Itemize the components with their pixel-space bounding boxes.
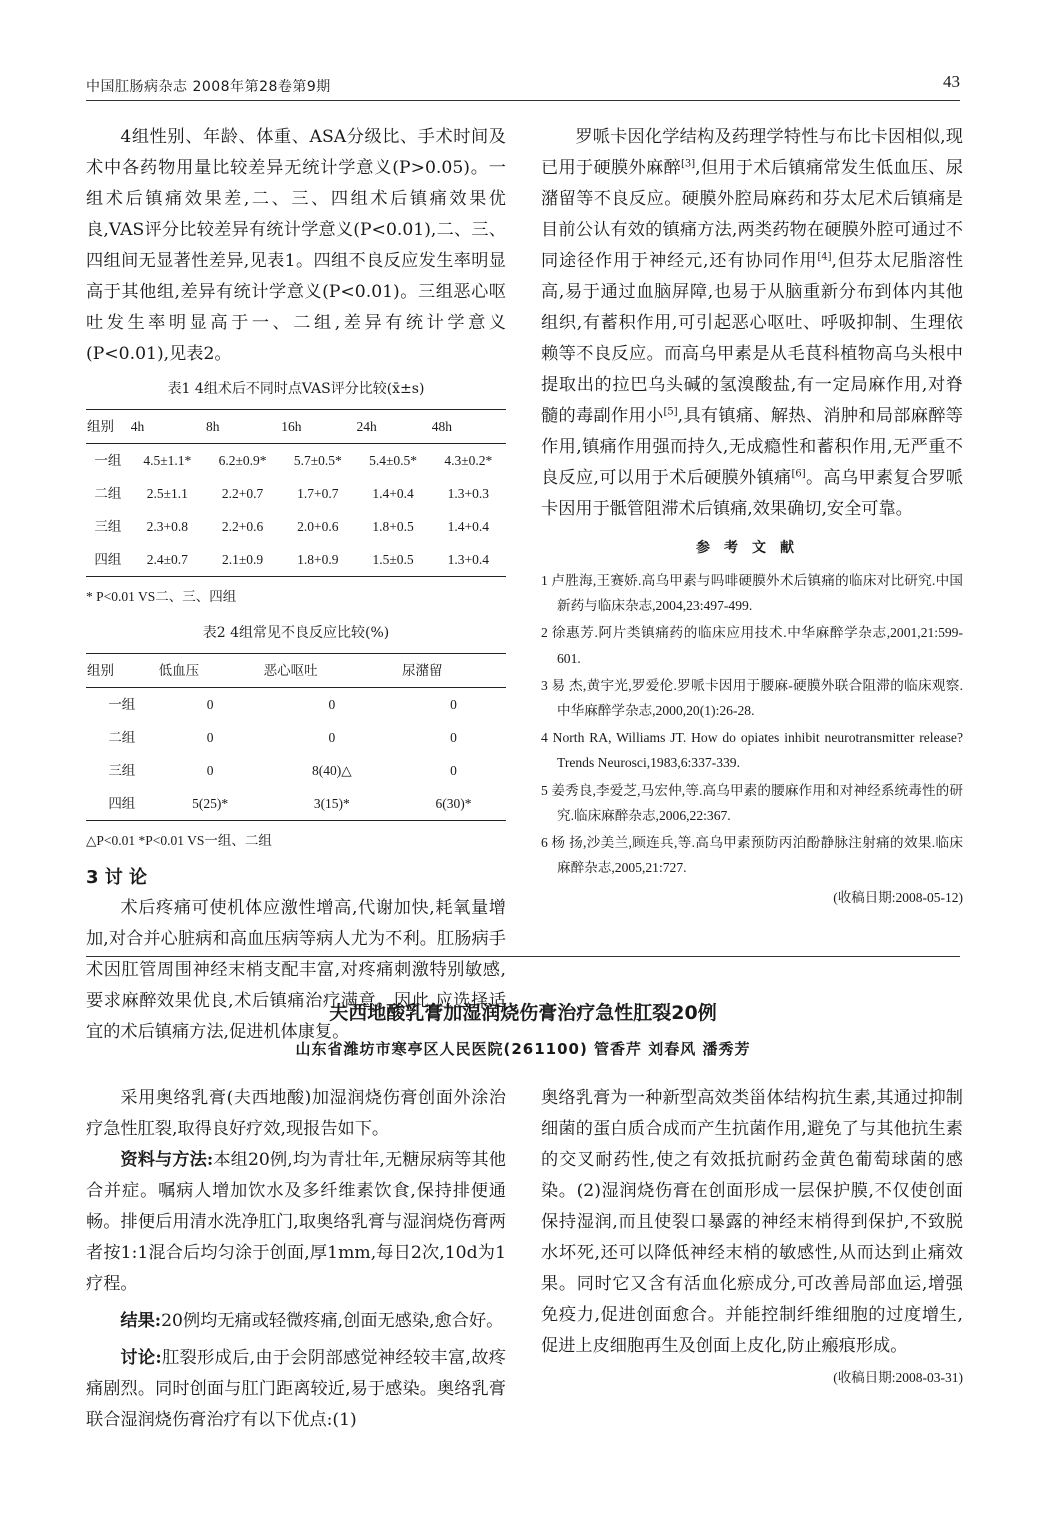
received-date: (收稿日期:2008-05-12) <box>833 890 963 906</box>
table-cell: 三组 <box>108 763 136 778</box>
table-cell: 1.4+0.4 <box>447 519 490 534</box>
table-cell: 5.7±0.5* <box>293 453 342 468</box>
table1-header-cell: 8h <box>205 410 280 444</box>
page-number: 43 <box>943 72 960 91</box>
reference-item: 2 徐惠芳.阿片类镇痛药的临床应用技术.中华麻醉学杂志,2001,21:599-601. <box>541 625 963 666</box>
table-cell: 0 <box>450 697 457 712</box>
table1-note: * P<0.01 VS二、三、四组 <box>86 589 237 604</box>
discussion-text: 罗哌卡因化学结构及药理学特性与布比卡因相似,现已用于硬膜外麻醉 <box>541 127 963 178</box>
table-cell: 二组 <box>94 486 122 501</box>
table-cell: 6(30)* <box>401 787 506 821</box>
discussion-label: 讨论: <box>120 1348 162 1368</box>
reference-item: 4 North RA, Williams JT. How do opiates inhibit neurotransmitter release? Trends Neurosci,1983,6:337-339. <box>541 730 963 771</box>
table-cell: 一组 <box>108 697 136 712</box>
table-cell: 1.4+0.4 <box>372 486 414 501</box>
table-cell: 1.5±0.5 <box>355 543 430 577</box>
article2-results <box>86 1306 506 1337</box>
discussion-text: ,但芬太尼脂溶性高,易于通过血脑屏障,也易于从脑重新分布到体内其他组织,有蓄积作用,可引起恶心呕吐、呼吸抑制、生理依赖等不良反应。而高乌甲素是从毛茛科植物高乌头根中提取出的拉巴乌头碱的氢溴酸盐,有一定局麻作用,对脊髓的毒副作用小 <box>541 251 964 426</box>
table1-header-cell: 组别 <box>86 410 130 444</box>
results-paragraph: 4组性别、年龄、体重、ASA分级比、手术时间及术中各药物用量比较差异无统计学意义(P>0.05)。一组术后镇痛效果差,二、三、四组术后镇痛效果优良,VAS评分比较差异有统计学意义(P<0.01),二、三、四组间无显著性差异,见表1。四组不良反应发生率明显高于其他组,差异有统计学意义(P<0.01)。三组恶心呕吐发生率明显高于一、二组,差异有统计学意义(P<0.01),见表2。 <box>86 127 506 364</box>
citation: [6] <box>791 468 806 480</box>
article2-discussion-cont: 奥络乳膏为一种新型高效类甾体结构抗生素,其通过抑制细菌的蛋白质合成而产生抗菌作用,避免了与其他抗生素的交叉耐药性,使之有效抵抗耐药金黄色葡萄球菌的感染。(2)湿润烧伤膏在创面形成一层保护膜,不仅使创面保持湿润,而且使裂口暴露的神经末梢得到保护,不致脱水坏死,还可以降低神经末梢的敏感性,从而达到止痛效果。同时它又含有活血化瘀成分,可改善局部血运,增强免疫力,促进创面愈合。并能控制纤维细胞的过度增生,促进上皮细胞再生及创面上皮化,防止瘢痕形成。 <box>541 1088 963 1356</box>
table-cell: 6.2±0.9* <box>218 453 267 468</box>
right-column <box>541 122 963 913</box>
discussion-text: 。高乌甲素复合罗哌卡因用于骶管阻滞术后镇痛,效果确切,安全可靠。 <box>541 468 963 519</box>
table2-header-cell: 低血压 <box>158 654 263 688</box>
table-row <box>86 510 506 543</box>
table2-note: △P<0.01 *P<0.01 VS一组、二组 <box>86 833 272 848</box>
table-cell: 0 <box>328 697 336 712</box>
table-cell: 2.3+0.8 <box>146 519 189 534</box>
table-row <box>86 721 506 754</box>
methods-text: 本组20例,均为青壮年,无糖尿病等其他合并症。嘱病人增加饮水及多纤维素饮食,保持排便通畅。排便后用清水洗净肛门,取奥络乳膏与湿润烧伤膏两者按1:1混合后均匀涂于创面,厚1mm,每日2次,10d为1疗程。 <box>86 1150 506 1294</box>
discussion-text: ,具有镇痛、解热、消肿和局部麻醉等作用,镇痛作用强而持久,无成瘾性和蓄积作用,无严重不良反应,可以用于术后硬膜外镇痛 <box>541 406 963 488</box>
table-cell: 4.5±1.1* <box>143 453 192 468</box>
table-cell: 0 <box>450 730 457 745</box>
table-cell: 1.8+0.9 <box>280 543 355 577</box>
citation: [5] <box>663 406 678 418</box>
table-cell: 2.0+0.6 <box>297 519 339 534</box>
table-cell: 0 <box>206 763 214 778</box>
table-cell: 四组 <box>86 543 130 577</box>
table2-header-row <box>86 654 506 688</box>
table2 <box>86 653 506 821</box>
citation: [4] <box>817 251 832 263</box>
reference-item: 1 卢胜海,王赛娇.高乌甲素与吗啡硬膜外术后镇痛的临床对比研究.中国新药与临床杂志,2004,23:497-499. <box>541 573 963 614</box>
table1-caption: 表1 4组术后不同时点VAS评分比较(x̄±s) <box>167 381 425 397</box>
table-cell: 1.7+0.7 <box>297 486 339 501</box>
table-cell: 8(40)△ <box>312 763 352 778</box>
article-byline: 山东省潍坊市寒亭区人民医院(261100) 管香芹 刘春风 潘秀芳 <box>295 1040 751 1058</box>
article-title: 夫西地酸乳膏加湿润烧伤膏治疗急性肛裂20例 <box>329 1002 717 1024</box>
table-cell: 一组 <box>94 453 122 468</box>
article2-received-date: (收稿日期:2008-03-31) <box>833 1370 963 1385</box>
table-cell: 2.1±0.9 <box>205 543 280 577</box>
table-cell: 0 <box>450 763 457 778</box>
table-cell: 0 <box>206 730 214 745</box>
discussion-heading: 3 讨 论 <box>86 867 148 888</box>
table-cell: 2.5±1.1 <box>146 486 188 501</box>
references-list <box>541 568 963 880</box>
table-row <box>86 754 506 787</box>
references-heading: 参考文献 <box>696 540 808 556</box>
table-row <box>86 543 506 577</box>
table-cell: 4.3±0.2* <box>444 453 493 468</box>
table2-header-cell: 尿潴留 <box>401 654 506 688</box>
table-cell: 三组 <box>94 519 122 534</box>
discussion-text: 肛裂形成后,由于会阴部感觉神经较丰富,故疼痛剧烈。同时创面与肛门距离较近,易于感染。奥络乳膏联合湿润烧伤膏治疗有以下优点:(1) <box>86 1348 506 1430</box>
table-cell: 0 <box>206 697 214 712</box>
table-cell: 1.3+0.3 <box>447 486 490 501</box>
table-cell: 2.2+0.7 <box>221 486 264 501</box>
table-row <box>86 688 506 722</box>
table-cell: 二组 <box>108 730 136 745</box>
table-cell: 5(25)* <box>158 787 263 821</box>
discussion-paragraph: 术后疼痛可使机体应激性增高,代谢加快,耗氧量增加,对合并心脏病和高血压病等病人尤为不利。肛肠病手术因肛管周围神经末梢支配丰富,对疼痛刺激特别敏感,要求麻醉效果优良,术后镇痛治疗满意。因此,应选择适宜的术后镇痛方法,促进机体康复。 <box>86 898 506 1042</box>
article2-left-column <box>86 1083 506 1436</box>
table1-header-cell: 16h <box>280 410 355 444</box>
table-cell: 1.8+0.5 <box>372 519 414 534</box>
table-cell: 1.3+0.4 <box>431 543 506 577</box>
citation: [3] <box>680 158 696 170</box>
article2-discussion <box>86 1343 506 1436</box>
table1-header-cell: 48h <box>431 410 506 444</box>
table1 <box>86 409 506 577</box>
reference-item: 3 易 杰,黄宇光,罗爱伦.罗哌卡因用于腰麻-硬膜外联合阻滞的临床观察.中华麻醉学杂志,2000,20(1):26-28. <box>541 677 963 719</box>
left-column <box>86 122 506 1048</box>
table-cell: 0 <box>328 730 336 745</box>
table1-header-cell: 4h <box>130 410 205 444</box>
header-rule <box>86 100 960 101</box>
results-label: 结果: <box>120 1311 162 1331</box>
table-cell: 四组 <box>86 787 158 821</box>
table2-caption: 表2 4组常见不良反应比较(%) <box>202 625 390 641</box>
methods-label: 资料与方法: <box>120 1150 214 1170</box>
table-cell: 3(15)* <box>263 787 401 821</box>
reference-item: 6 杨 扬,沙美兰,顾连兵,等.高乌甲素预防丙泊酚静脉注射痛的效果.临床麻醉杂志,2005,21:727. <box>541 835 963 876</box>
running-head: 中国肛肠病杂志 2008年第28卷第9期 <box>86 79 331 95</box>
table-cell: 5.4±0.5* <box>369 453 418 468</box>
reference-item: 5 姜秀良,李爱芝,马宏仲,等.高乌甲素的腰麻作用和对神经系统毒性的研究.临床麻醉杂志,2006,22:367. <box>541 782 963 823</box>
article2-right-column <box>541 1083 963 1393</box>
article2-intro: 采用奥络乳膏(夫西地酸)加湿润烧伤膏创面外涂治疗急性肛裂,取得良好疗效,现报告如下。 <box>86 1088 506 1139</box>
article2-methods <box>86 1145 506 1300</box>
table2-header-cell: 恶心呕吐 <box>263 654 401 688</box>
table1-header-row <box>86 410 506 444</box>
table-row <box>86 444 506 478</box>
discussion-text: ,但用于术后镇痛常发生低血压、尿潴留等不良反应。硬膜外腔局麻药和芬太尼术后镇痛是目前公认有效的镇痛方法,两类药物在硬膜外腔可通过不同途径作用于神经元,还有协同作用 <box>541 158 963 271</box>
table2-header-cell: 组别 <box>86 654 158 688</box>
table-cell: 2.4±0.7 <box>130 543 205 577</box>
table-cell: 2.2+0.6 <box>221 519 264 534</box>
results-text: 20例均无痛或轻微疼痛,创面无感染,愈合好。 <box>161 1311 504 1331</box>
table-row <box>86 477 506 510</box>
table-row <box>86 787 506 821</box>
table1-header-cell: 24h <box>355 410 430 444</box>
discussion-paragraph-2 <box>541 122 963 525</box>
article-divider <box>86 956 960 957</box>
